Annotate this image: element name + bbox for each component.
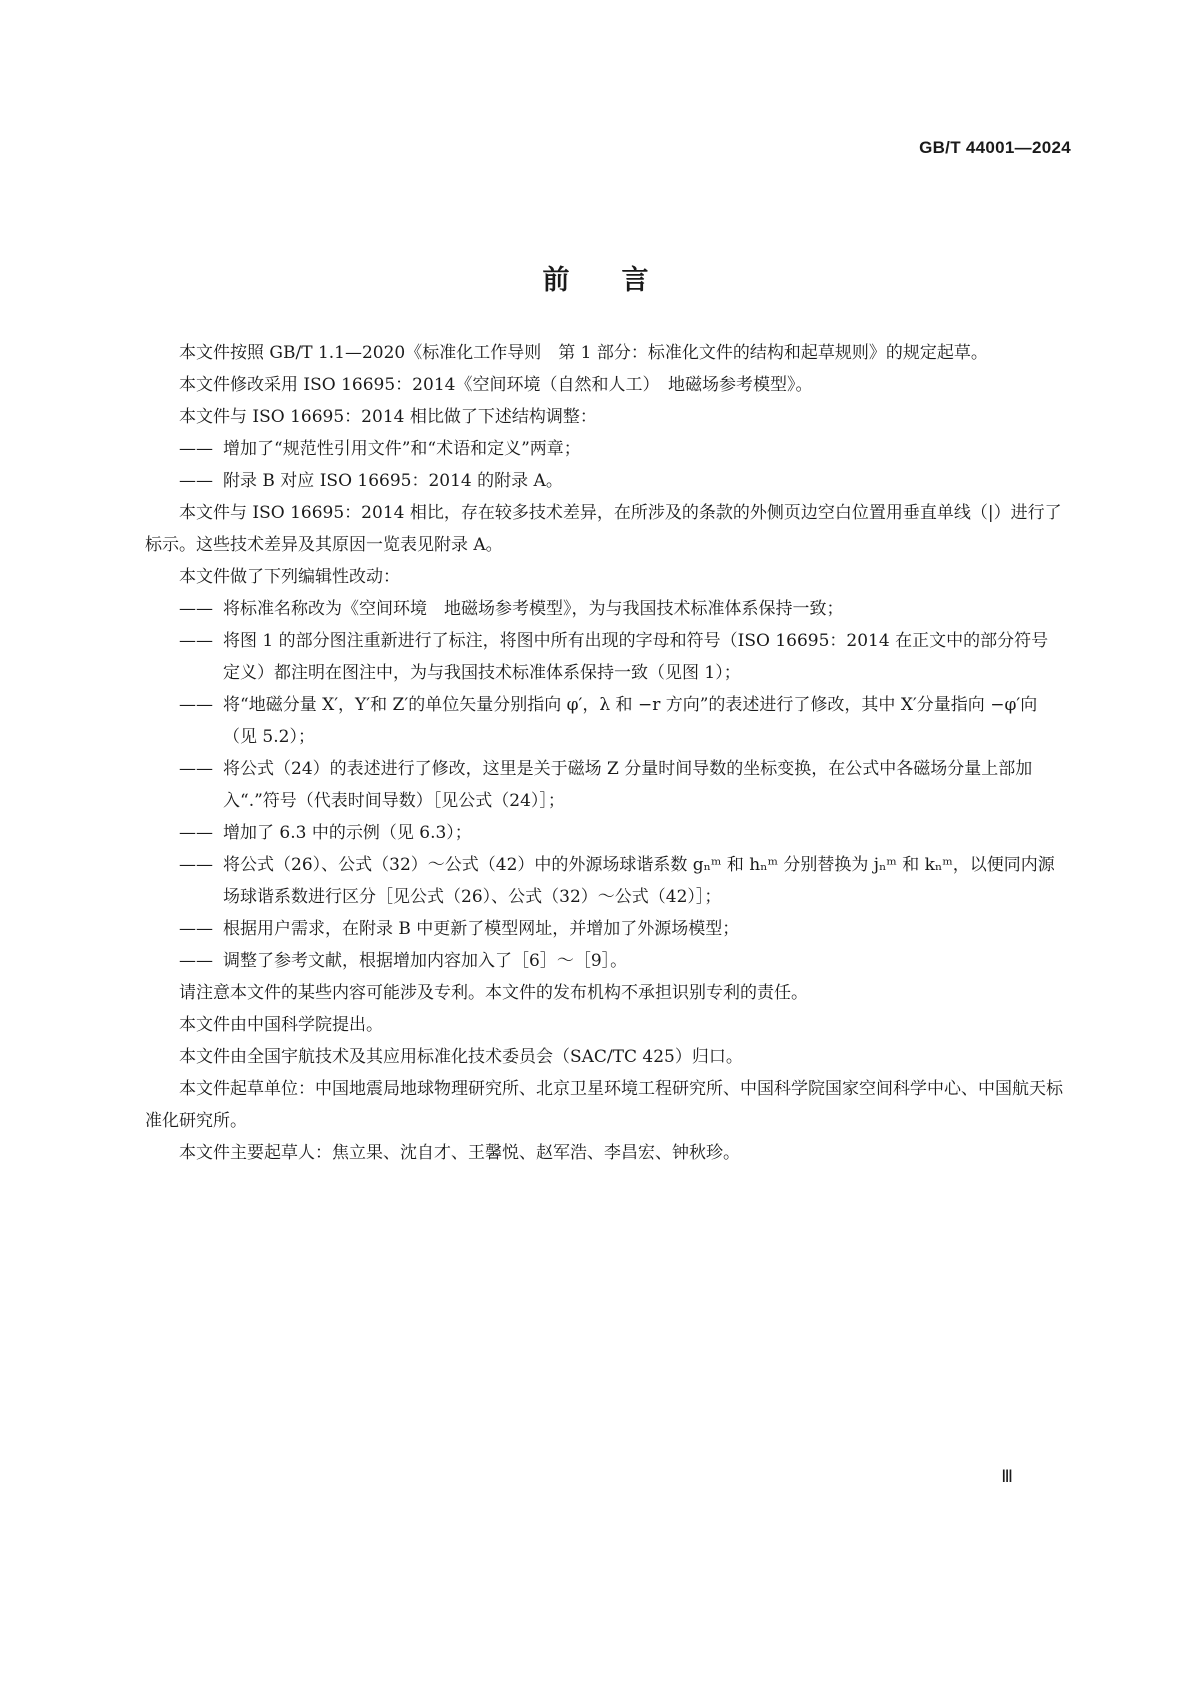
dash-mark: —— [179,919,213,939]
list-item: —— 增加了 6.3 中的示例（见 6.3）； [145,817,1065,849]
dash-mark: —— [179,695,213,715]
paragraph: 本文件做了下列编辑性改动： [179,567,400,587]
dash-mark: —— [179,855,213,875]
paragraph: 本文件按照 GB/T 1.1—2020《标准化工作导则 第 1 部分：标准化文件的结构和起草规则》的规定起草。 [179,343,988,363]
dash-mark: —— [179,951,213,971]
list-item: —— 将标准名称改为《空间环境 地磁场参考模型》，为与我国技术标准体系保持一致； [145,593,1065,625]
dash-mark: —— [179,823,213,843]
document-body [145,337,1065,1169]
dash-mark: —— [179,759,213,779]
list-item: —— 增加了“规范性引用文件”和“术语和定义”两章； [145,433,1065,465]
list-item: —— 将公式（26）、公式（32）～公式（42）中的外源场球谐系数 gₙᵐ 和 hₙᵐ 分别替换为 jₙᵐ 和 kₙᵐ，以便同内源场球谐系数进行区分［见公式（26）、公式（32）～公式（42）］； [145,849,1065,913]
page-number: Ⅲ [1001,1467,1013,1486]
paragraph: 本文件主要起草人：焦立果、沈自才、王馨悦、赵军浩、李昌宏、钟秋珍。 [179,1143,740,1163]
list-item: —— 附录 B 对应 ISO 16695：2014 的附录 A。 [145,465,1065,497]
list-item: —— 调整了参考文献，根据增加内容加入了［6］～［9］。 [145,945,1065,977]
paragraph: 请注意本文件的某些内容可能涉及专利。本文件的发布机构不承担识别专利的责任。 [179,983,808,1003]
paragraph: 本文件由中国科学院提出。 [179,1015,383,1035]
list-item: —— 将“地磁分量 X′，Y′和 Z′的单位矢量分别指向 φ′，λ 和 −r 方向”的表述进行了修改，其中 X′分量指向 −φ′向（见 5.2）； [145,689,1065,753]
dash-mark: —— [179,631,213,651]
list-item: —— 将公式（24）的表述进行了修改，这里是关于磁场 Z 分量时间导数的坐标变换，在公式中各磁场分量上部加入“.”符号（代表时间导数）［见公式（24）］； [145,753,1065,817]
page-title: 前言 [542,265,701,297]
dash-mark: —— [179,599,213,619]
dash-mark: —— [179,439,213,459]
paragraph: 本文件由全国宇航技术及其应用标准化技术委员会（SAC/TC 425）归口。 [179,1047,743,1067]
paragraph: 本文件与 ISO 16695：2014 相比做了下述结构调整： [179,407,597,427]
paragraph: 本文件与 ISO 16695：2014 相比，存在较多技术差异，在所涉及的条款的外侧页边空白位置用垂直单线（|）进行了标示。这些技术差异及其原因一览表见附录 A。 [145,503,1062,555]
standard-code: GB/T 44001—2024 [919,138,1071,157]
list-item: —— 根据用户需求，在附录 B 中更新了模型网址，并增加了外源场模型； [145,913,1065,945]
dash-mark: —— [179,471,213,491]
list-item: —— 将图 1 的部分图注重新进行了标注，将图中所有出现的字母和符号（ISO 16695：2014 在正文中的部分符号定义）都注明在图注中，为与我国技术标准体系保持一致（见图 1）； [145,625,1065,689]
paragraph: 本文件修改采用 ISO 16695：2014《空间环境（自然和人工） 地磁场参考模型》。 [179,375,813,395]
paragraph: 本文件起草单位：中国地震局地球物理研究所、北京卫星环境工程研究所、中国科学院国家空间科学中心、中国航天标准化研究所。 [145,1079,1063,1131]
